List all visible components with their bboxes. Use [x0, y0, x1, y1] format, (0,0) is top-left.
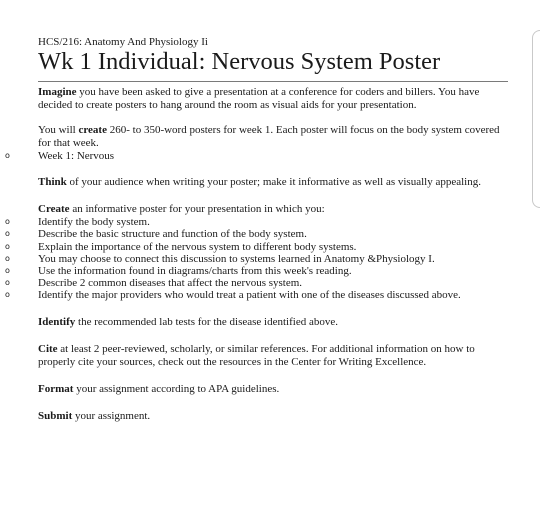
list-item-text: Describe 2 common diseases that affect the nervous system.: [38, 277, 303, 290]
cite-paragraph: [38, 343, 508, 369]
list-item: [5, 289, 508, 302]
course-code: HCS/216: Anatomy And Physiology Ii: [38, 36, 208, 48]
create-posters-text: 260- to 350-word posters for week 1. Each poster will focus on the body system covered for that week.: [38, 124, 500, 149]
identify-text: the recommended lab tests for the disease identified above.: [75, 315, 338, 328]
format-lead: Format: [38, 382, 74, 395]
create-poster-paragraph: [38, 203, 508, 216]
list-bullet: o: [5, 290, 10, 300]
create-poster-text: an informative poster for your presentation in which you:: [69, 203, 325, 216]
list-item-text: Identify the body system.: [38, 216, 150, 229]
side-panel-edge[interactable]: [532, 30, 540, 208]
submit-text: your assignment.: [72, 409, 151, 422]
intro-lead: Imagine: [38, 86, 77, 98]
list-bullet: o: [5, 266, 10, 276]
list-item: [5, 150, 508, 162]
cite-text: at least 2 peer-reviewed, scholarly, or similar references. For additional information on how to properly cite your sources, check out the resources in the Center for Writing Excellence.: [38, 342, 475, 368]
list-item-text: Explain the importance of the nervous system to different body systems.: [38, 240, 357, 253]
title-divider: [38, 81, 508, 82]
create-posters-paragraph: [38, 124, 508, 150]
submit-lead: Submit: [38, 409, 73, 422]
list-item: [5, 240, 508, 253]
list-bullet: o: [5, 217, 10, 227]
intro-paragraph: [38, 86, 508, 112]
intro-text: you have been asked to give a presentation at a conference for coders and billers. You have decided to create posters to hang around the room as visual aids for your presentation.: [38, 86, 480, 111]
list-bullet: o: [5, 253, 10, 263]
page-title: Wk 1 Individual: Nervous System Poster: [38, 48, 441, 75]
list-item-text: Describe the basic structure and function of the body system.: [38, 228, 307, 241]
submit-paragraph: [38, 410, 508, 423]
think-paragraph: [38, 176, 508, 189]
tasks-list: [5, 216, 508, 302]
assignment-document: [5, 36, 508, 435]
create-posters-pre: You will: [38, 124, 79, 136]
list-bullet: o: [5, 229, 10, 239]
create-poster-lead: Create: [38, 203, 70, 216]
list-item: [5, 228, 508, 241]
list-item: [5, 216, 508, 229]
identify-paragraph: [38, 316, 508, 329]
list-bullet: o: [5, 241, 10, 251]
think-text: of your audience when writing your poster; make it informative as well as visually appealing.: [66, 176, 481, 189]
weeks-list: [5, 150, 508, 162]
format-paragraph: [38, 383, 508, 396]
list-bullet: o: [5, 151, 10, 160]
list-item-text: You may choose to connect this discussion to systems learned in Anatomy &Physiology I.: [38, 252, 435, 265]
list-item: [5, 265, 508, 278]
cite-lead: Cite: [38, 342, 58, 355]
list-item-text: Week 1: Nervous: [38, 150, 115, 162]
create-posters-lead: create: [78, 124, 107, 136]
list-item: [5, 252, 508, 265]
think-lead: Think: [38, 176, 67, 189]
list-item-text: Identify the major providers who would treat a patient with one of the diseases discussed above.: [38, 289, 461, 302]
list-bullet: o: [5, 278, 10, 288]
format-text: your assignment according to APA guidelines.: [73, 382, 280, 395]
list-item-text: Use the information found in diagrams/charts from this week's reading.: [38, 265, 352, 278]
identify-lead: Identify: [38, 315, 76, 328]
list-item: [5, 277, 508, 290]
